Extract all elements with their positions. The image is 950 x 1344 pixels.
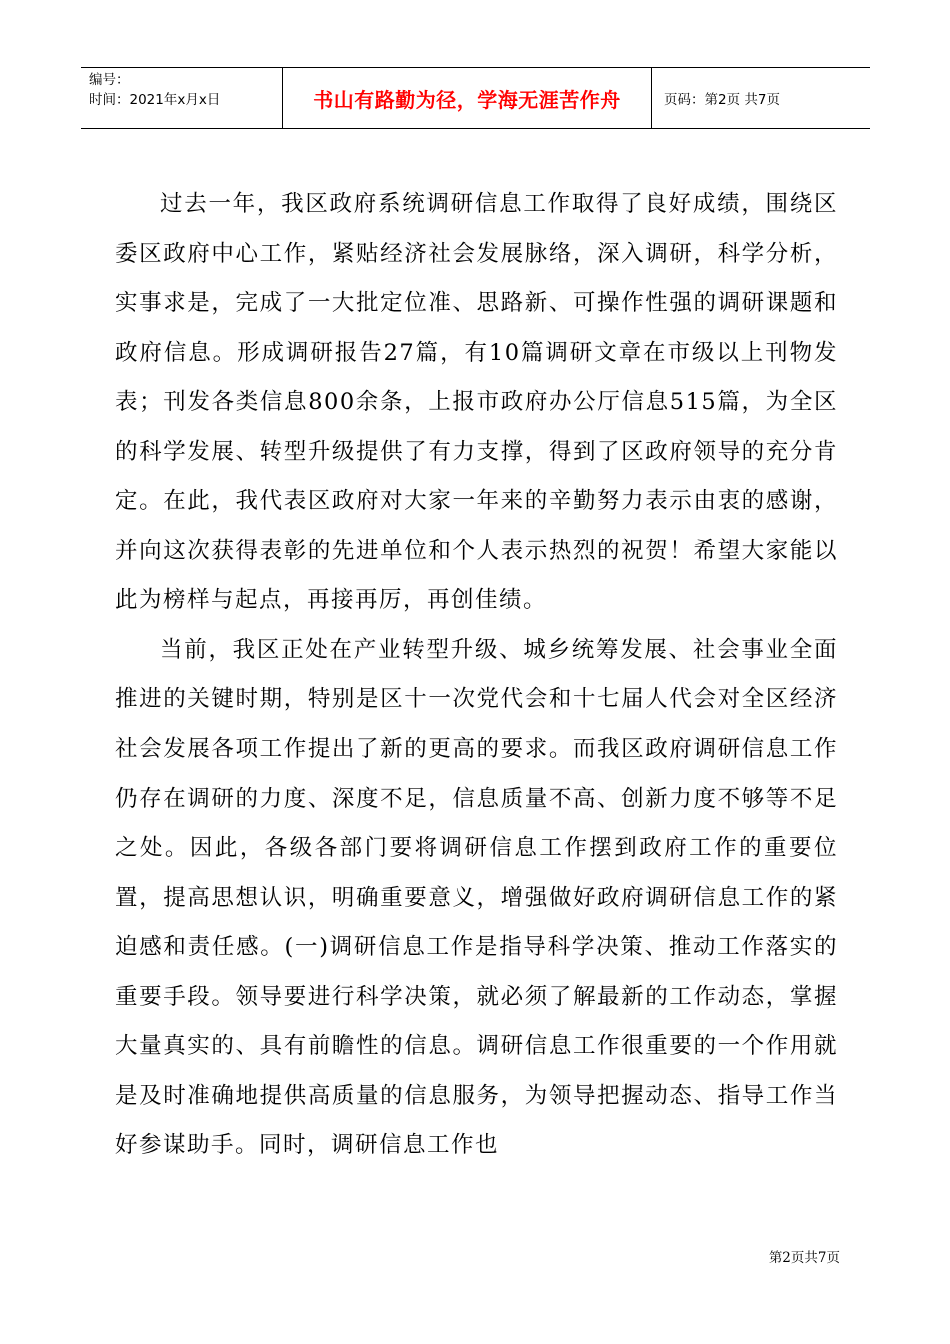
header-motto-cell: [282, 68, 652, 128]
header-page-code: 页码：第2页 共7页: [664, 92, 780, 108]
document-number-label: 编号：: [89, 72, 130, 88]
header-meta-cell: [81, 68, 282, 128]
header-motto: 书山有路勤为径，学海无涯苦作舟: [313, 87, 621, 112]
header-page-cell: [652, 68, 870, 128]
document-date: 时间：2021年x月x日: [89, 92, 221, 108]
document-header: [81, 67, 870, 129]
page-footer: [769, 1246, 840, 1266]
document-body: [115, 180, 838, 1171]
body-paragraph: 当前，我区正处在产业转型升级、城乡统筹发展、社会事业全面推进的关键时期，特别是区十一次党代会和十七届人代会对全区经济社会发展各项工作提出了新的更高的要求。而我区政府调研信息工作仍存在调研的力度、深度不足，信息质量不高、创新力度不够等不足之处。因此，各级各部门要将调研信息工作摆到政府工作的重要位置，提高思想认识，明确重要意义，增强做好政府调研信息工作的紧迫感和责任感。(一)调研信息工作是指导科学决策、推动工作落实的重要手段。领导要进行科学决策，就必须了解最新的工作动态，掌握大量真实的、具有前瞻性的信息。调研信息工作很重要的一个作用就是及时准确地提供高质量的信息服务，为领导把握动态、指导工作当好参谋助手。同时，调研信息工作也: [115, 636, 838, 1159]
body-paragraph: 过去一年，我区政府系统调研信息工作取得了良好成绩，围绕区委区政府中心工作，紧贴经济社会发展脉络，深入调研，科学分析，实事求是，完成了一大批定位准、思路新、可操作性强的调研课题和政府信息。形成调研报告27篇，有10篇调研文章在市级以上刊物发表；刊发各类信息800余条，上报市政府办公厅信息515篇，为全区的科学发展、转型升级提供了有力支撑，得到了区政府领导的充分肯定。在此，我代表区政府对大家一年来的辛勤努力表示由衷的感谢，并向这次获得表彰的先进单位和个人表示热烈的祝贺！希望大家能以此为榜样与起点，再接再厉，再创佳绩。: [115, 191, 838, 614]
footer-page-number: 第2页共7页: [768, 1250, 840, 1266]
